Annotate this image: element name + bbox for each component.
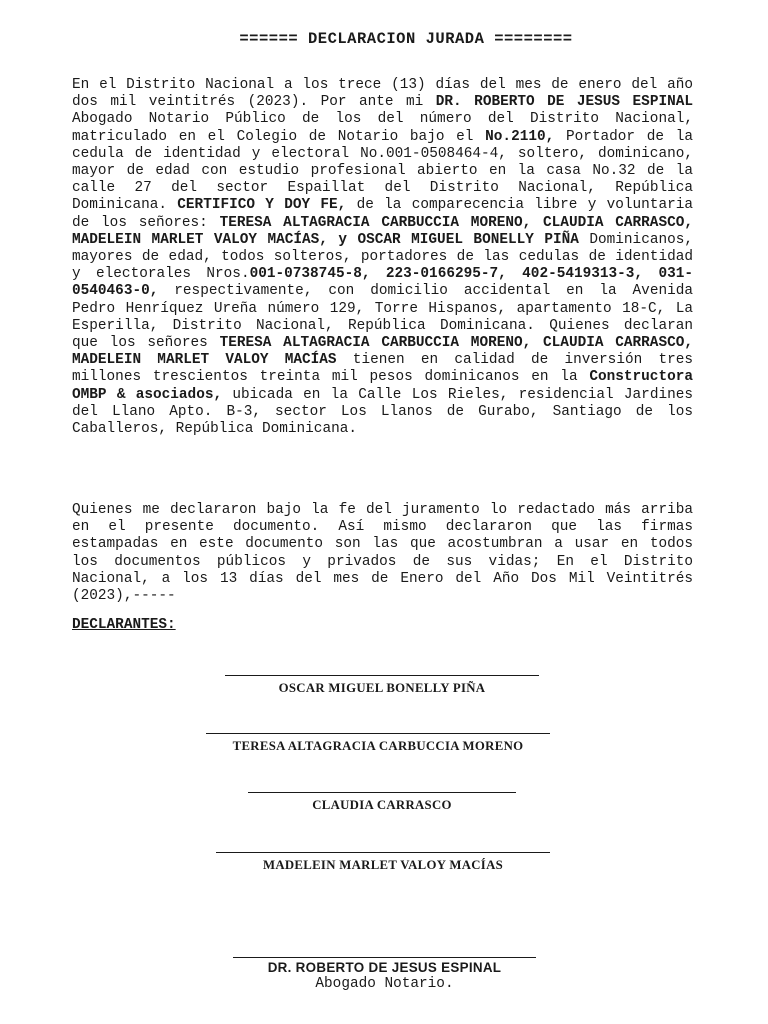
paragraph-text: ubicada en la Calle Los Rieles, residencial Jardines del Llano Apto. B-3, sector Los Llanos de Gurabo, Santiago de los Caballeros, República Dominicana. [72, 386, 693, 438]
signature-line [206, 733, 550, 734]
certification-phrase: CERTIFICO Y DOY FE, [177, 197, 347, 214]
signature-line [248, 792, 516, 793]
signer-name: TERESA ALTAGRACIA CARBUCCIA MORENO [232, 739, 524, 753]
declarantes-heading: DECLARANTES: [72, 617, 176, 633]
notary-number: No.2110, [485, 128, 555, 145]
notary-role: Abogado Notario. [315, 976, 454, 992]
signer-name: CLAUDIA CARRASCO [312, 798, 452, 812]
body-paragraph-1 [72, 77, 693, 438]
body-paragraph-2: Quienes me declararon bajo la fe del juramento lo redactado más arriba en el presente documento. Así mismo declararon que las firmas estampadas en este documento son las que acostumbran a usar en todos los documentos públicos y privados de sus vidas; En el Distrito Nacional, a los 13 días del mes de Enero del Año Dos Mil Veintitrés (2023),----- [72, 502, 693, 605]
paragraph-text: respectivamente, con domicilio accidental en la Avenida Pedro Henríquez Ureña número 129, Torre Hispanos, apartamento 18-C, La Esperilla, Distrito Nacional, República Dominicana. Quienes declaran que los señores [72, 283, 693, 352]
declarant-names: TERESA ALTAGRACIA CARBUCCIA MORENO, CLAUDIA CARRASCO, MADELEIN MARLET VALOY MACÍAS, y OSCAR MIGUEL BONELLY PIÑA [72, 214, 693, 248]
document-title: ====== DECLARACION JURADA ======== [239, 30, 573, 48]
signature-line [216, 852, 550, 853]
signature-block [225, 675, 539, 696]
signature-block [216, 852, 550, 873]
notary-signature-block [233, 957, 536, 992]
paragraph-text: Portador de la cedula de identidad y electoral No.001-0508464-4, soltero, dominicano, mayor de edad con estudio profesional abierto en la casa No.32 de la calle 27 del sector Espaillat del Distrito Nacional, República Dominicana. [72, 128, 693, 214]
investor-names: TERESA ALTAGRACIA CARBUCCIA MORENO, CLAUDIA CARRASCO, MADELEIN MARLET VALOY MACÍAS [72, 335, 693, 369]
paragraph-text: tienen en calidad de inversión tres millones trescientos treinta mil pesos dominicanos en la [72, 352, 693, 386]
paragraph-text: de la comparecencia libre y voluntaria de los señores: [72, 197, 693, 231]
signer-name: MADELEIN MARLET VALOY MACÍAS [262, 858, 504, 872]
notary-name: DR. ROBERTO DE JESUS ESPINAL [267, 960, 502, 975]
signature-line [233, 957, 536, 958]
signature-block [206, 733, 550, 754]
signer-name: OSCAR MIGUEL BONELLY PIÑA [278, 681, 486, 695]
company-name: Constructora OMBP & asociados, [72, 369, 693, 403]
signature-block [248, 792, 516, 813]
signature-line [225, 675, 539, 676]
paragraph-text: En el Distrito Nacional a los trece (13) días del mes de enero del año dos mil veintitrés (2023). Por ante mi [72, 77, 693, 111]
paragraph-text: Dominicanos, mayores de edad, todos solteros, portadores de las cedulas de identidad y electorales Nros. [72, 231, 694, 283]
paragraph-text: Abogado Notario Público de los del número del Distrito Nacional, matriculado en el Colegio de Notario bajo el [72, 111, 693, 145]
notary-name-inline: DR. ROBERTO DE JESUS ESPINAL [435, 94, 693, 111]
id-numbers: 001-0738745-8, 223-0166295-7, 402-5419313-3, 031-0540463-0, [72, 266, 693, 300]
